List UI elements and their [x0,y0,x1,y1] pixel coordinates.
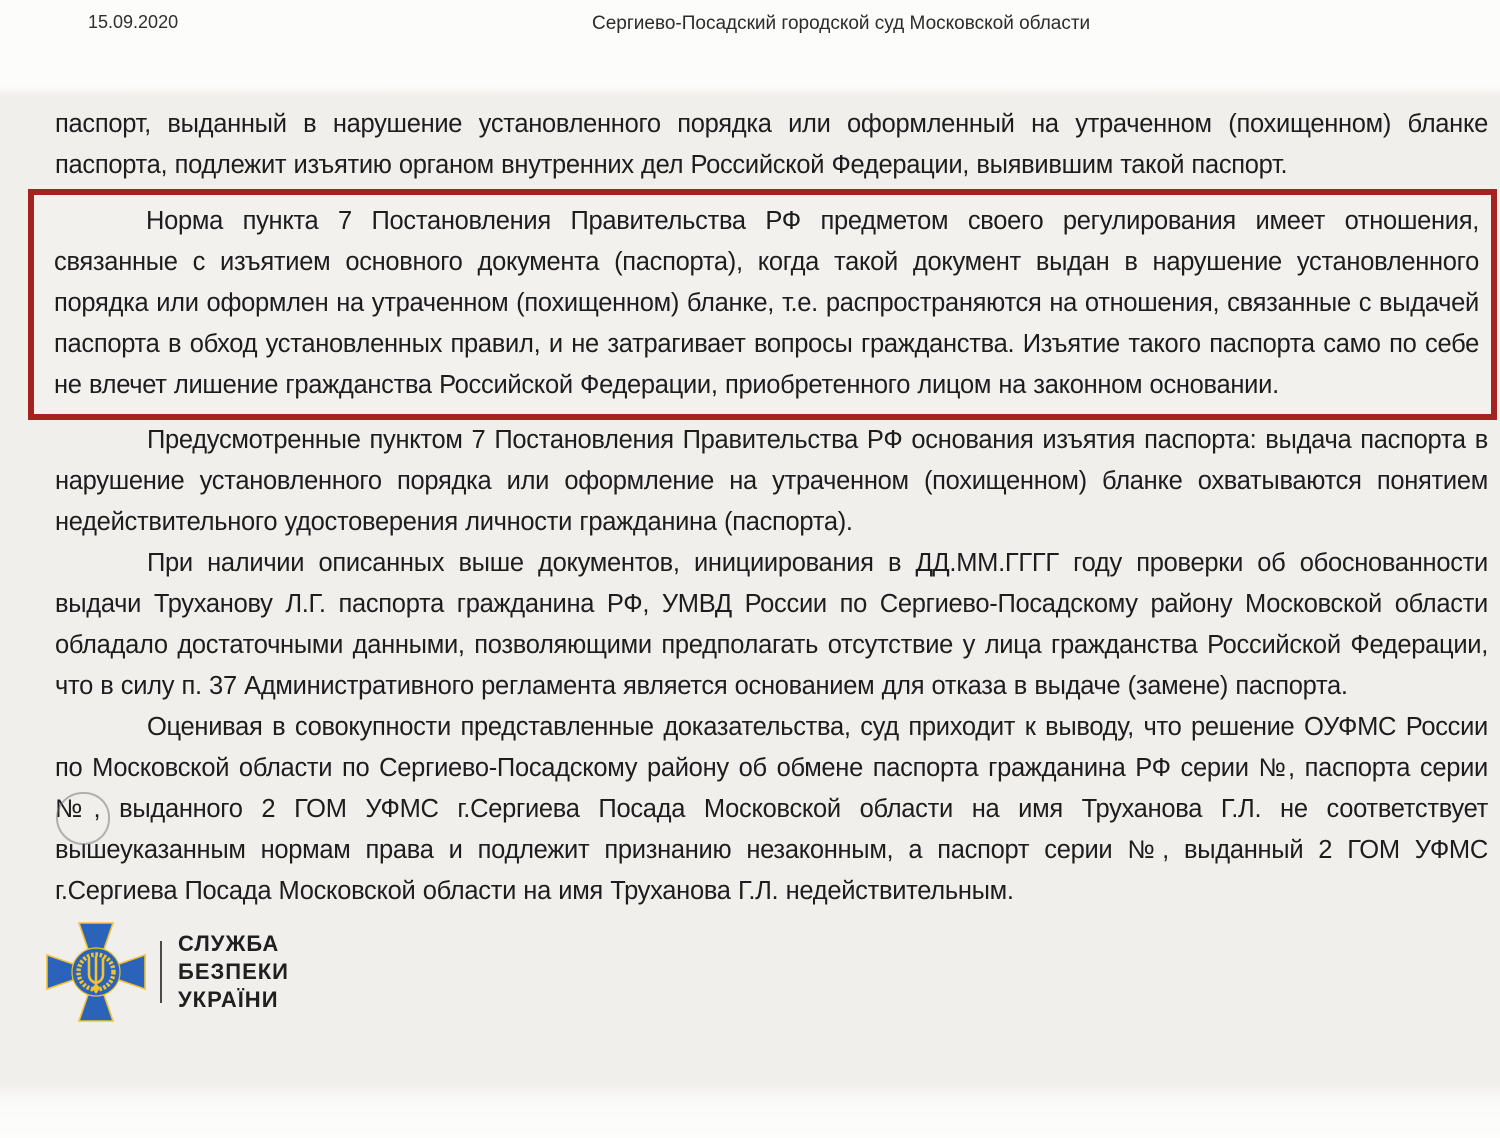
sbu-emblem-icon [46,922,146,1022]
sbu-logo-text [178,930,289,1014]
document-date: 15.09.2020 [88,12,179,32]
paragraph-highlighted: Норма пункта 7 Постановления Правительства РФ предметом своего регулирования имеет отношения, связанные с изъятием основного документа (паспорта), когда такой документ выдан в нарушение установленного порядка или оформлен на утраченном (похищенном) бланке, т.е. распространяются на отношения, связанные с выдачей паспорта в обход установленных правил, и не затрагивает вопросы гражданства. Изъятие такого паспорта само по себе не влечет лишение гражданства Российской Федерации, приобретенного лицом на законном основании. [54,207,1479,399]
sbu-logo-line3: УКРАЇНИ [178,987,279,1012]
paragraph-review: При наличии описанных выше документов, инициирования в ДД.ММ.ГГГГ году проверки об обоснованности выдачи Труханову Л.Г. паспорта гражданина РФ, УМВД России по Сергиево-Посадскому району Московской области обладало достаточными данными, позволяющими предполагать отсутствие у лица гражданства Российской Федерации, что в силу п. 37 Административного регламента является основанием для отказа в выдаче (замене) паспорта. [55,549,1488,700]
highlight-box [28,189,1497,420]
paragraph-intro: паспорт, выданный в нарушение установленного порядка или оформленный на утраченном (похищенном) бланке паспорта, подлежит изъятию органом внутренних дел Российской Федерации, выявившим такой паспорт. [55,110,1488,179]
paragraph-grounds: Предусмотренные пунктом 7 Постановления Правительства РФ основания изъятия паспорта: выдача паспорта в нарушение установленного порядка или оформление на утраченном (похищенном) бланке охватываются понятием недействительного удостоверения личности гражданина (паспорта). [55,426,1488,536]
sbu-logo-line1: СЛУЖБА [178,931,280,956]
sbu-logo-line2: БЕЗПЕКИ [178,959,289,984]
court-name-header: Сергиево-Посадский городской суд Московской области [592,13,1091,34]
stamp-mark [56,792,110,845]
document-body [55,104,1488,1026]
paragraph-conclusion: Оценивая в совокупности представленные доказательства, суд приходит к выводу, что решение ОУФМС России по Московской области по Сергиево-Посадскому району об обмене паспорта гражданина РФ серии №, паспорта серии №, выданного 2 ГОМ УФМС г.Сергиева Посада Московской области на имя Труханова Г.Л. не соответствует вышеуказанным нормам права и подлежит признанию незаконным, а паспорт серии №, выданный 2 ГОМ УФМС г.Сергиева Посада Московской области на имя Труханова Г.Л. недействительным. [55,713,1488,905]
sbu-logo [46,918,1488,1026]
logo-divider [160,941,162,1003]
